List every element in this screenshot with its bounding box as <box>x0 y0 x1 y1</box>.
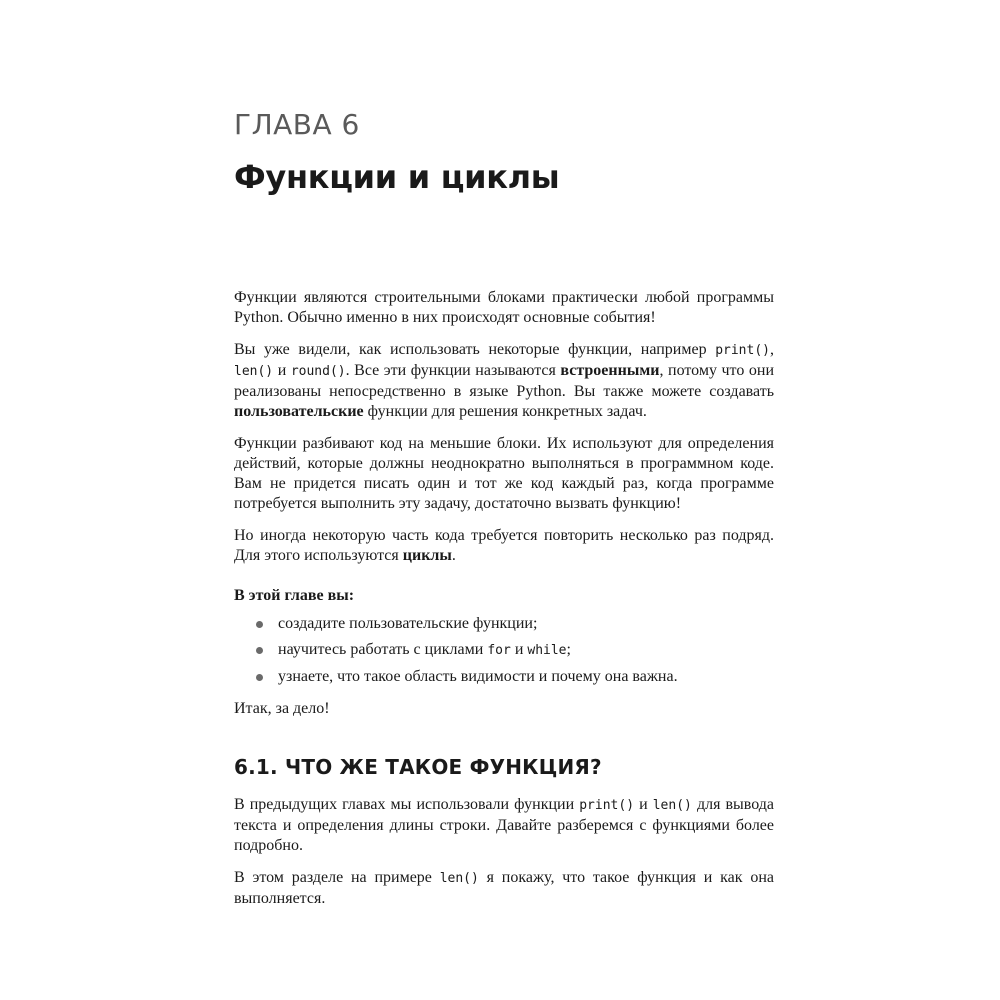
text-span: Но иногда некоторую часть кода требуется повторить несколько раз подряд. Для этого используются <box>234 527 774 564</box>
goals-list <box>234 614 774 687</box>
text-span: и <box>510 641 528 658</box>
section-paragraph-1 <box>234 795 774 856</box>
chapter-body <box>234 288 774 921</box>
text-span: и <box>273 362 291 379</box>
code-print: print() <box>579 798 635 813</box>
bullet-icon <box>256 621 263 628</box>
text-span: В этом разделе на примере <box>234 869 440 886</box>
section-heading: 6.1. ЧТО ЖЕ ТАКОЕ ФУНКЦИЯ? <box>234 755 602 779</box>
goals-list-item <box>234 614 774 634</box>
intro-paragraph-4 <box>234 526 774 566</box>
text-span: В предыдущих главах мы использовали функции <box>234 796 580 813</box>
intro-paragraph-3: Функции разбивают код на меньшие блоки. Их используют для определения действий, которые должны неоднократно выполняться в программном коде. Вам не придется писать один и тот же код каждый раз, когда программе потребуется выполнить эту задачу, достаточно вызвать функцию! <box>234 435 774 512</box>
code-while: while <box>527 643 567 658</box>
code-len: len() <box>652 798 692 813</box>
intro-paragraph-1: Функции являются строительными блоками практически любой программы Python. Обычно именно в них происходят основные события! <box>234 289 774 326</box>
goal-text: создадите пользовательские функции; <box>278 615 538 632</box>
code-len: len() <box>439 871 479 886</box>
term-user-defined: пользовательские <box>234 403 364 420</box>
term-builtin: встроенными <box>560 362 660 379</box>
section-paragraph-2 <box>234 868 774 909</box>
code-print: print() <box>715 343 770 358</box>
text-span: научитесь работать с циклами <box>278 641 488 658</box>
term-loops: циклы <box>402 547 452 564</box>
bullet-icon <box>256 647 263 654</box>
code-for: for <box>487 643 511 658</box>
chapter-title: Функции и циклы <box>234 158 560 196</box>
text-span: . Все эти функции называются <box>345 362 561 379</box>
text-span: . <box>451 547 456 564</box>
text-span: функции для решения конкретных задач. <box>363 403 647 420</box>
goals-title: В этой главе вы: <box>234 587 355 604</box>
intro-paragraph-2 <box>234 340 774 422</box>
text-span: и <box>634 796 653 813</box>
goals-list-item <box>234 667 774 687</box>
closing-line: Итак, за дело! <box>234 700 330 717</box>
text-span: Вы уже видели, как использовать некоторые функции, например <box>234 341 716 358</box>
code-round: round() <box>290 364 346 379</box>
text-span: , потому что они реализованы непосредственно в языке Python. Вы также можете создавать <box>234 362 775 400</box>
text-span: для вывода текста и определения длины строки. Давайте разберемся с функциями более подробно. <box>234 796 775 854</box>
goal-text: узнаете, что такое область видимости и почему она важна. <box>278 668 678 685</box>
text-span: я покажу, что такое функция и как она выполняется. <box>234 869 775 907</box>
text-span: , <box>770 341 774 358</box>
text-span: ; <box>566 641 571 658</box>
bullet-icon <box>256 674 263 681</box>
chapter-label: ГЛАВА 6 <box>234 108 360 141</box>
goals-list-item <box>234 640 774 661</box>
chapter-header <box>234 105 774 199</box>
code-len: len() <box>234 364 274 379</box>
